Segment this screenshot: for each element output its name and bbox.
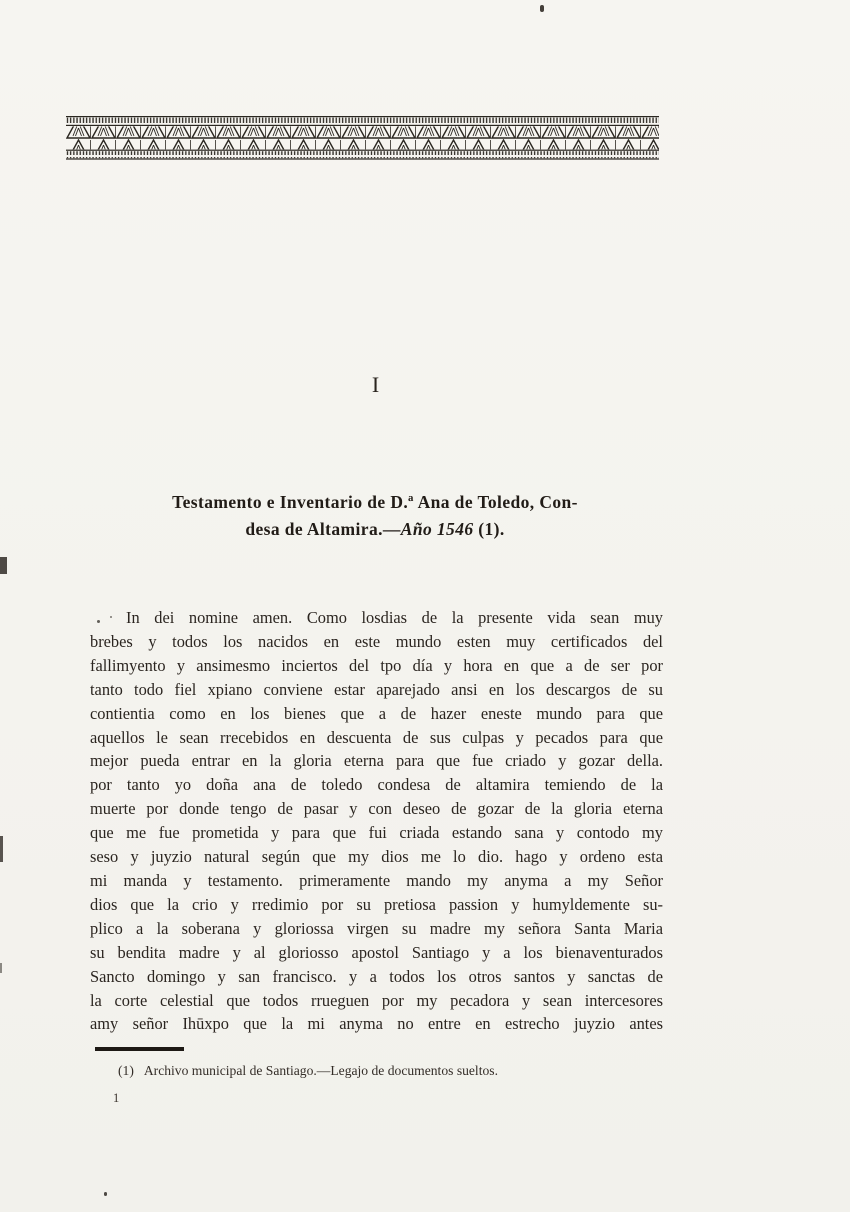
scan-artifact	[110, 616, 112, 618]
body-text-line: por tanto yo doña ana de toledo condesa de altamira temiendo de la	[90, 775, 663, 795]
body-text-line: brebes y todos los nacidos en este mundo esten muy certificados del	[90, 631, 663, 651]
body-text-line: In dei nomine amen. Como losdias de la presente vida sean muy	[126, 608, 663, 627]
body-text-line: plico a la soberana y gloriossa virgen su madre my señora Santa Maria	[90, 918, 663, 938]
body-text-line: fallimyento y ansimesmo inciertos del tpo día y hora en que a de ser por	[90, 655, 663, 675]
body-text-line: aquellos le sean rrecebidos en descuenta de sus culpas y pecados para que	[90, 727, 663, 747]
scan-artifact	[104, 1192, 107, 1196]
body-text-line: la corte celestial que todos rrueguen por my pecadora y sean intercesores	[90, 990, 663, 1010]
document-title-line2-prefix: desa de Altamira.—	[245, 519, 401, 539]
document-title-line1: Testamento e Inventario de D.ª Ana de Toledo, Con-	[172, 492, 578, 512]
body-text-line: su bendita madre y al gloriosso apostol Santiago y a los bienaventurados	[90, 942, 663, 962]
footnote-separator-rule	[95, 1047, 184, 1051]
body-text-line: mejor pueda entrar en la gloria eterna para que fue criado y gozar della.	[90, 751, 663, 771]
body-text-line: que me fue prometida y para que fui criada estando sana y contodo my	[90, 823, 663, 843]
document-title-footnote-ref: (1).	[473, 519, 505, 539]
footnote	[118, 1063, 658, 1079]
body-text-line: Sancto domingo y san francisco. y a todos los otros santos y sanctas de	[90, 966, 663, 986]
footnote-text: Archivo municipal de Santiago.—Legajo de documentos sueltos.	[143, 1063, 498, 1078]
scan-artifact	[0, 963, 2, 973]
footnote-number: (1)	[118, 1063, 134, 1078]
body-text-line: seso y juyzio natural según que my dios me lo dio. hago y ordeno esta	[90, 847, 663, 867]
body-text-line: contientia como en los bienes que a de hazer eneste mundo para que	[90, 703, 663, 723]
body-text-line: mi manda y testamento. primeramente mando my anyma a my Señor	[90, 870, 663, 890]
signature-mark: 1	[113, 1091, 120, 1105]
ornamental-header-band	[66, 116, 659, 160]
scan-artifact	[97, 620, 100, 623]
body-text-line: amy señor Ihūxpo que la mi anyma no entre en estrecho juyzio antes	[90, 1014, 663, 1034]
body-text-line: tanto todo fiel xpiano conviene estar aparejado ansi en los descargos de su	[90, 679, 663, 699]
ornament-frieze-graphic	[66, 116, 659, 160]
scan-artifact	[0, 557, 7, 574]
scan-artifact	[0, 836, 3, 862]
document-title	[80, 489, 670, 543]
body-text-line: muerte por donde tengo de pasar y con deseo de gozar de la gloria eterna	[90, 799, 663, 819]
body-text-line: dios que la crio y rredimio por su pretiosa passion y humyldemente su-	[90, 894, 663, 914]
document-title-year: Año 1546	[400, 519, 474, 539]
scan-artifact	[540, 5, 544, 12]
chapter-numeral: I	[371, 372, 380, 397]
body-text-paragraph	[90, 606, 663, 1036]
